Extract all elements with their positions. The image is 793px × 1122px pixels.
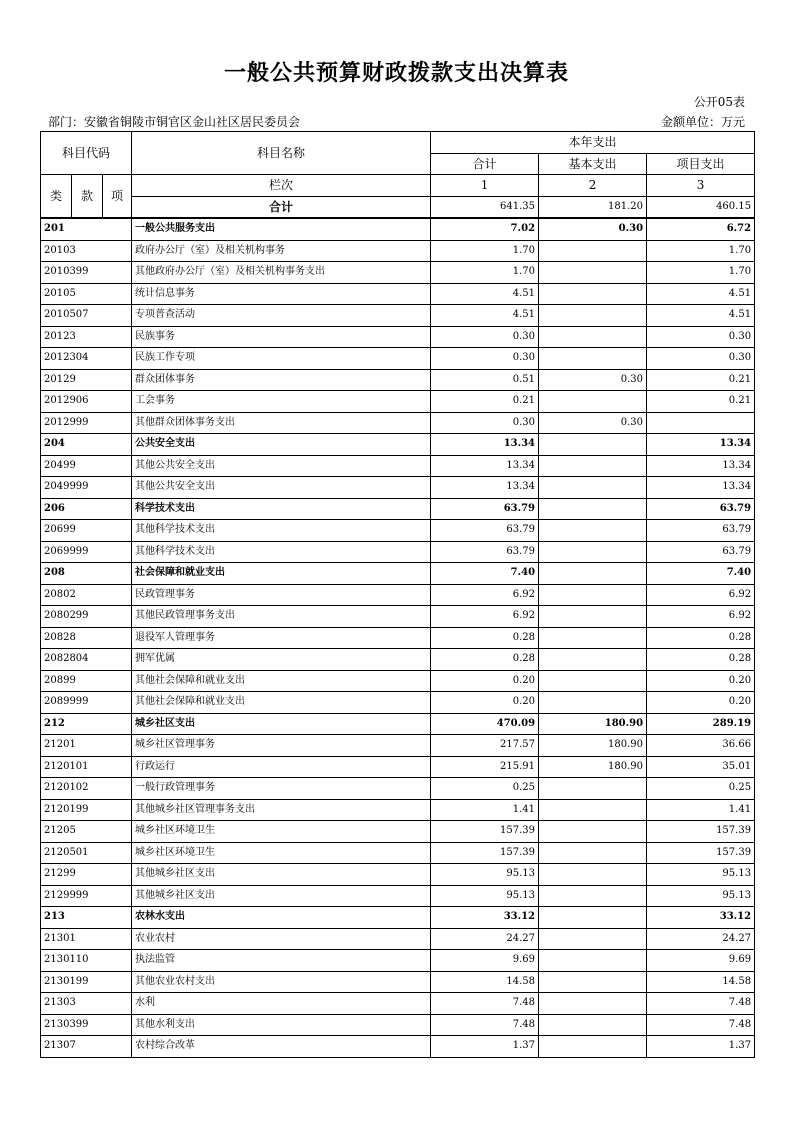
row-basic [539, 584, 647, 606]
row-project: 0.25 [647, 778, 755, 800]
row-total: 13.34 [431, 434, 539, 456]
row-project: 6.72 [647, 218, 755, 240]
table-row [41, 928, 755, 950]
row-basic [539, 541, 647, 563]
totals-basic: 181.20 [539, 196, 647, 218]
table-row [41, 993, 755, 1015]
row-code: 2080299 [41, 606, 132, 628]
row-basic [539, 563, 647, 585]
table-row [41, 348, 755, 370]
row-project: 95.13 [647, 885, 755, 907]
row-name: 其他科学技术支出 [132, 520, 431, 542]
row-total: 4.51 [431, 305, 539, 327]
row-name: 社会保障和就业支出 [132, 563, 431, 585]
header-col1: 1 [431, 175, 539, 197]
row-project: 157.39 [647, 842, 755, 864]
header-col3: 3 [647, 175, 755, 197]
row-basic [539, 326, 647, 348]
row-total: 13.34 [431, 477, 539, 499]
row-code: 2130110 [41, 950, 132, 972]
row-basic [539, 885, 647, 907]
row-code: 2012999 [41, 412, 132, 434]
table-row [41, 498, 755, 520]
table-row [41, 240, 755, 262]
row-basic [539, 606, 647, 628]
row-name: 城乡社区支出 [132, 713, 431, 735]
row-total: 63.79 [431, 498, 539, 520]
row-project: 13.34 [647, 455, 755, 477]
row-name: 其他群众团体事务支出 [132, 412, 431, 434]
row-code: 2010507 [41, 305, 132, 327]
row-total: 0.25 [431, 778, 539, 800]
row-basic [539, 1036, 647, 1058]
row-basic [539, 993, 647, 1015]
row-project: 7.48 [647, 993, 755, 1015]
row-total: 1.41 [431, 799, 539, 821]
header-xiang: 项 [103, 175, 132, 219]
row-name: 城乡社区环境卫生 [132, 821, 431, 843]
row-name: 统计信息事务 [132, 283, 431, 305]
row-total: 7.48 [431, 1014, 539, 1036]
row-basic [539, 670, 647, 692]
row-code: 204 [41, 434, 132, 456]
header-basic: 基本支出 [539, 153, 647, 175]
totals-total: 641.35 [431, 196, 539, 218]
row-basic: 180.90 [539, 735, 647, 757]
row-name: 工会事务 [132, 391, 431, 413]
totals-project: 460.15 [647, 196, 755, 218]
row-code: 20103 [41, 240, 132, 262]
row-project: 6.92 [647, 584, 755, 606]
row-name: 民政管理事务 [132, 584, 431, 606]
table-row [41, 649, 755, 671]
row-name: 城乡社区环境卫生 [132, 842, 431, 864]
row-code: 2012304 [41, 348, 132, 370]
table-row [41, 412, 755, 434]
row-name: 执法监管 [132, 950, 431, 972]
row-code: 20129 [41, 369, 132, 391]
row-project: 33.12 [647, 907, 755, 929]
row-code: 208 [41, 563, 132, 585]
row-basic [539, 348, 647, 370]
row-code: 2012906 [41, 391, 132, 413]
row-name: 其他公共安全支出 [132, 477, 431, 499]
row-name: 其他城乡社区支出 [132, 885, 431, 907]
row-total: 95.13 [431, 864, 539, 886]
table-row [41, 584, 755, 606]
row-total: 1.70 [431, 240, 539, 262]
header-kuan: 款 [72, 175, 103, 219]
header-project: 项目支出 [647, 153, 755, 175]
row-total: 0.30 [431, 412, 539, 434]
row-total: 63.79 [431, 520, 539, 542]
row-project: 95.13 [647, 864, 755, 886]
row-basic [539, 498, 647, 520]
row-code: 212 [41, 713, 132, 735]
table-row [41, 520, 755, 542]
page-title: 一般公共预算财政拨款支出决算表 [223, 61, 569, 86]
row-total: 24.27 [431, 928, 539, 950]
row-basic [539, 971, 647, 993]
table-row [41, 950, 755, 972]
row-project: 157.39 [647, 821, 755, 843]
table-row [41, 262, 755, 284]
row-name: 水利 [132, 993, 431, 1015]
row-project: 7.48 [647, 1014, 755, 1036]
table-row [41, 1014, 755, 1036]
row-total: 0.20 [431, 670, 539, 692]
header-column-label: 栏次 [132, 175, 431, 197]
row-basic: 0.30 [539, 412, 647, 434]
table-row [41, 541, 755, 563]
row-total: 0.21 [431, 391, 539, 413]
row-basic [539, 692, 647, 714]
row-total: 13.34 [431, 455, 539, 477]
row-total: 14.58 [431, 971, 539, 993]
totals-label: 合计 [132, 196, 431, 218]
table-row [41, 283, 755, 305]
row-total: 9.69 [431, 950, 539, 972]
row-code: 2120501 [41, 842, 132, 864]
table-row [41, 369, 755, 391]
row-basic [539, 821, 647, 843]
row-total: 7.48 [431, 993, 539, 1015]
row-total: 1.37 [431, 1036, 539, 1058]
row-code: 20899 [41, 670, 132, 692]
table-row [41, 799, 755, 821]
row-code: 21205 [41, 821, 132, 843]
row-basic [539, 842, 647, 864]
row-name: 民族事务 [132, 326, 431, 348]
row-name: 城乡社区管理事务 [132, 735, 431, 757]
row-basic [539, 455, 647, 477]
row-code: 2130399 [41, 1014, 132, 1036]
row-project: 4.51 [647, 305, 755, 327]
row-code: 21299 [41, 864, 132, 886]
row-name: 行政运行 [132, 756, 431, 778]
row-project: 1.70 [647, 262, 755, 284]
row-name: 专项普查活动 [132, 305, 431, 327]
table-row [41, 692, 755, 714]
row-basic [539, 262, 647, 284]
row-project: 0.28 [647, 649, 755, 671]
row-code: 21201 [41, 735, 132, 757]
table-row [41, 756, 755, 778]
row-name: 政府办公厅（室）及相关机构事务 [132, 240, 431, 262]
row-total: 157.39 [431, 821, 539, 843]
row-basic [539, 864, 647, 886]
row-name: 一般公共服务支出 [132, 218, 431, 240]
header-code: 科目代码 [41, 132, 132, 175]
row-name: 其他城乡社区支出 [132, 864, 431, 886]
row-code: 20123 [41, 326, 132, 348]
row-project: 63.79 [647, 541, 755, 563]
row-total: 63.79 [431, 541, 539, 563]
row-project: 36.66 [647, 735, 755, 757]
table-row [41, 907, 755, 929]
row-code: 206 [41, 498, 132, 520]
row-total: 1.70 [431, 262, 539, 284]
row-total: 33.12 [431, 907, 539, 929]
row-code: 2010399 [41, 262, 132, 284]
row-total: 470.09 [431, 713, 539, 735]
row-name: 其他社会保障和就业支出 [132, 670, 431, 692]
row-project: 1.37 [647, 1036, 755, 1058]
row-code: 201 [41, 218, 132, 240]
row-total: 4.51 [431, 283, 539, 305]
row-basic [539, 627, 647, 649]
row-project: 13.34 [647, 434, 755, 456]
row-code: 2129999 [41, 885, 132, 907]
department-label: 部门：安徽省铜陵市铜官区金山社区居民委员会 [48, 115, 301, 129]
table-row [41, 391, 755, 413]
table-row [41, 864, 755, 886]
row-code: 21307 [41, 1036, 132, 1058]
row-basic [539, 434, 647, 456]
row-code: 21303 [41, 993, 132, 1015]
row-project: 0.30 [647, 326, 755, 348]
table-row [41, 627, 755, 649]
row-project: 0.30 [647, 348, 755, 370]
row-total: 157.39 [431, 842, 539, 864]
row-code: 2049999 [41, 477, 132, 499]
row-name: 农林水支出 [132, 907, 431, 929]
row-basic: 0.30 [539, 369, 647, 391]
row-code: 20499 [41, 455, 132, 477]
row-basic [539, 778, 647, 800]
row-basic [539, 799, 647, 821]
row-project: 6.92 [647, 606, 755, 628]
table-row [41, 305, 755, 327]
row-code: 20828 [41, 627, 132, 649]
expenditure-table [40, 131, 755, 1058]
row-code: 2089999 [41, 692, 132, 714]
row-basic [539, 928, 647, 950]
row-code: 20105 [41, 283, 132, 305]
row-code: 20699 [41, 520, 132, 542]
row-project [647, 412, 755, 434]
table-row [41, 218, 755, 240]
row-project: 0.21 [647, 369, 755, 391]
row-basic [539, 520, 647, 542]
row-name: 民族工作专项 [132, 348, 431, 370]
table-row [41, 477, 755, 499]
header-current-year: 本年支出 [431, 132, 755, 154]
row-code: 2082804 [41, 649, 132, 671]
row-name: 公共安全支出 [132, 434, 431, 456]
row-name: 科学技术支出 [132, 498, 431, 520]
header-name: 科目名称 [132, 132, 431, 175]
table-row [41, 735, 755, 757]
row-name: 其他农业农村支出 [132, 971, 431, 993]
table-row [41, 971, 755, 993]
row-basic: 180.90 [539, 756, 647, 778]
row-basic [539, 240, 647, 262]
row-name: 拥军优属 [132, 649, 431, 671]
table-row [41, 778, 755, 800]
row-code: 2069999 [41, 541, 132, 563]
row-project: 7.40 [647, 563, 755, 585]
row-total: 7.02 [431, 218, 539, 240]
row-name: 一般行政管理事务 [132, 778, 431, 800]
row-total: 215.91 [431, 756, 539, 778]
row-name: 其他科学技术支出 [132, 541, 431, 563]
row-name: 退役军人管理事务 [132, 627, 431, 649]
row-total: 0.28 [431, 627, 539, 649]
row-name: 其他水利支出 [132, 1014, 431, 1036]
table-row [41, 455, 755, 477]
row-project: 0.20 [647, 692, 755, 714]
table-row [41, 885, 755, 907]
row-basic [539, 477, 647, 499]
row-code: 2130199 [41, 971, 132, 993]
row-code: 2120199 [41, 799, 132, 821]
row-basic [539, 1014, 647, 1036]
row-basic: 180.90 [539, 713, 647, 735]
table-row [41, 563, 755, 585]
row-total: 0.30 [431, 348, 539, 370]
row-project: 35.01 [647, 756, 755, 778]
row-basic [539, 305, 647, 327]
table-row [41, 713, 755, 735]
row-basic [539, 649, 647, 671]
table-row [41, 842, 755, 864]
row-project: 0.28 [647, 627, 755, 649]
row-total: 0.28 [431, 649, 539, 671]
row-total: 0.30 [431, 326, 539, 348]
row-name: 农村综合改革 [132, 1036, 431, 1058]
row-total: 0.51 [431, 369, 539, 391]
header-col2: 2 [539, 175, 647, 197]
row-basic [539, 907, 647, 929]
row-basic [539, 391, 647, 413]
row-total: 6.92 [431, 606, 539, 628]
table-row [41, 606, 755, 628]
row-name: 其他民政管理事务支出 [132, 606, 431, 628]
row-project: 14.58 [647, 971, 755, 993]
unit-label: 金额单位：万元 [660, 115, 745, 129]
table-row [41, 326, 755, 348]
row-project: 0.21 [647, 391, 755, 413]
row-basic [539, 283, 647, 305]
header-total: 合计 [431, 153, 539, 175]
row-project: 9.69 [647, 950, 755, 972]
row-total: 217.57 [431, 735, 539, 757]
row-total: 6.92 [431, 584, 539, 606]
row-total: 7.40 [431, 563, 539, 585]
row-total: 95.13 [431, 885, 539, 907]
table-row [41, 434, 755, 456]
table-row [41, 1036, 755, 1058]
table-row [41, 821, 755, 843]
row-project: 13.34 [647, 477, 755, 499]
row-name: 其他政府办公厅（室）及相关机构事务支出 [132, 262, 431, 284]
row-project: 289.19 [647, 713, 755, 735]
row-project: 1.41 [647, 799, 755, 821]
row-code: 2120102 [41, 778, 132, 800]
row-code: 21301 [41, 928, 132, 950]
row-project: 1.70 [647, 240, 755, 262]
row-code: 20802 [41, 584, 132, 606]
row-code: 2120101 [41, 756, 132, 778]
row-name: 农业农村 [132, 928, 431, 950]
row-project: 0.20 [647, 670, 755, 692]
form-code: 公开05表 [693, 95, 745, 109]
row-code: 213 [41, 907, 132, 929]
row-project: 63.79 [647, 520, 755, 542]
table-row [41, 670, 755, 692]
row-project: 4.51 [647, 283, 755, 305]
row-basic: 0.30 [539, 218, 647, 240]
row-name: 群众团体事务 [132, 369, 431, 391]
row-name: 其他公共安全支出 [132, 455, 431, 477]
row-name: 其他社会保障和就业支出 [132, 692, 431, 714]
row-project: 24.27 [647, 928, 755, 950]
row-project: 63.79 [647, 498, 755, 520]
header-lei: 类 [41, 175, 72, 219]
row-basic [539, 950, 647, 972]
row-name: 其他城乡社区管理事务支出 [132, 799, 431, 821]
row-total: 0.20 [431, 692, 539, 714]
